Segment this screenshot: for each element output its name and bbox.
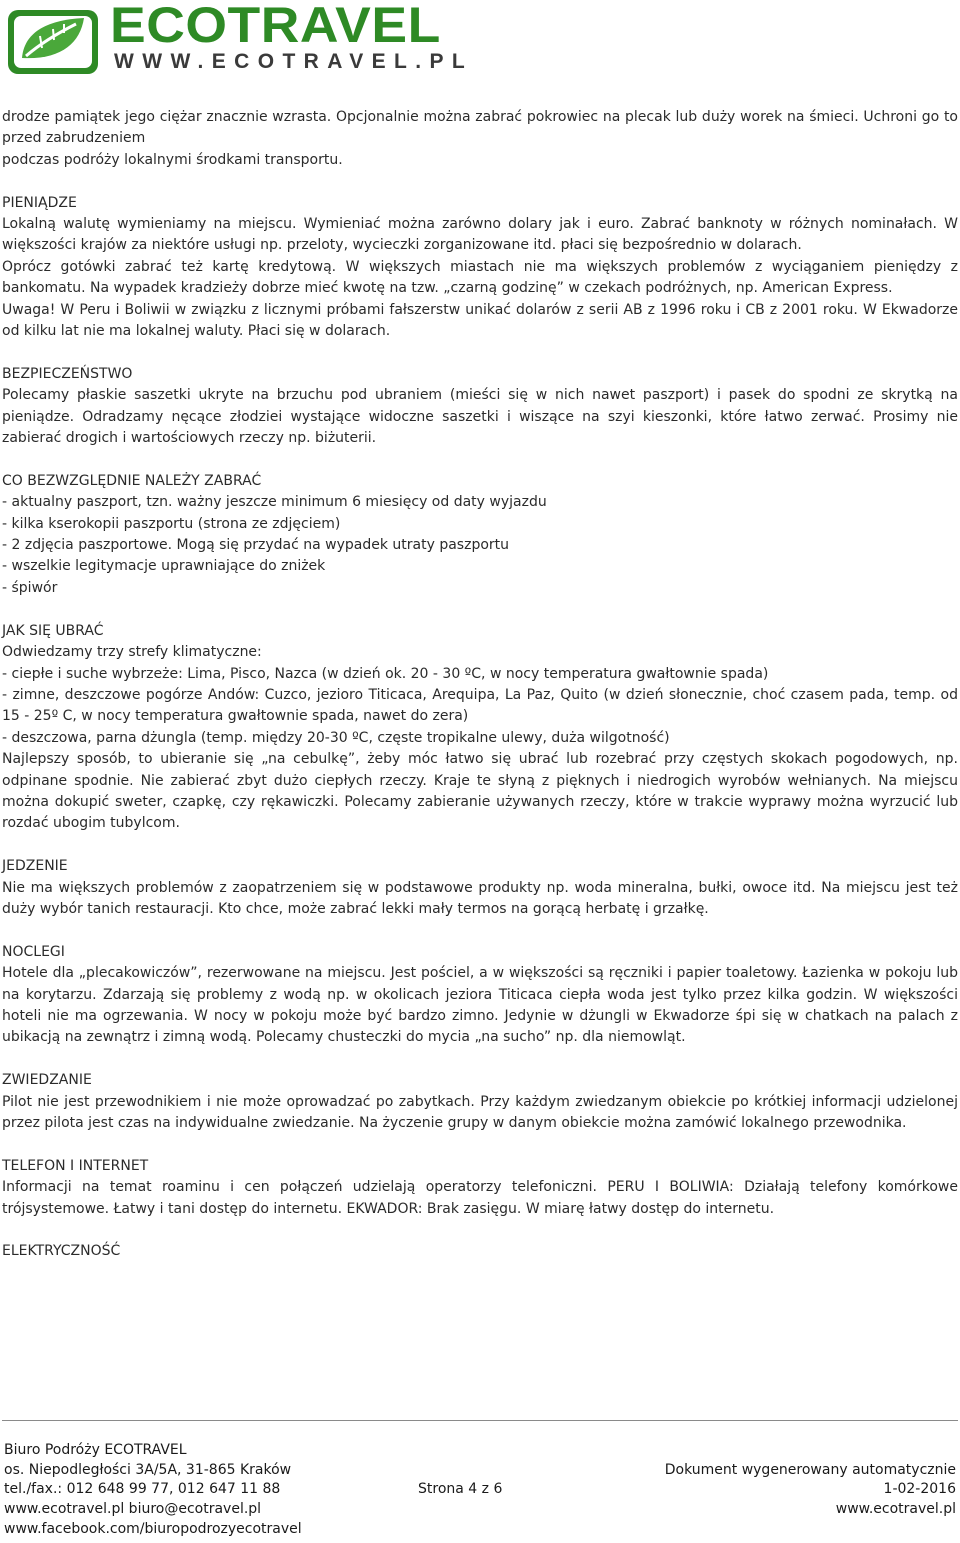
section-heading-phone: TELEFON I INTERNET bbox=[2, 1157, 149, 1174]
footer-web-email: www.ecotravel.pl biuro@ecotravel.pl bbox=[4, 1501, 262, 1518]
footer-facebook: www.facebook.com/biuropodrozyecotravel bbox=[4, 1520, 302, 1537]
list-item: - kilka kserokopii paszportu (strona ze zdjęciem) bbox=[2, 515, 341, 532]
section-heading-lodging: NOCLEGI bbox=[2, 943, 65, 960]
paragraph: Nie ma większych problemów z zaopatrzeniem się w podstawowe produkty np. woda mineralna, bułki, owoce itd. Na miejscu jest też duży wybór tanich restauracji. Kto chce, może zabrać lekki mały termos na gorącą herbatę i grzałkę. bbox=[2, 879, 958, 917]
section-heading-money: PIENIĄDZE bbox=[2, 194, 77, 211]
intro-line: podczas podróży lokalnymi środkami transportu. bbox=[2, 151, 343, 168]
list-item: - zimne, deszczowe pogórze Andów: Cuzco, jezioro Titicaca, Arequipa, La Paz, Quito (w dzień słonecznie, choć czasem pada, temp. od 15 - 25º C, w nocy temperatura gwałtownie spada, nawet do zera) bbox=[2, 686, 958, 725]
section-heading-must-take: CO BEZWZGLĘDNIE NALEŻY ZABRAĆ bbox=[2, 472, 262, 489]
footer-company-name: Biuro Podróży ECOTRAVEL bbox=[4, 1442, 187, 1458]
list-item: - wszelkie legitymacje uprawniające do zniżek bbox=[2, 558, 326, 575]
section-heading-sightseeing: ZWIEDZANIE bbox=[2, 1072, 92, 1089]
footer-phone: tel./fax.: 012 648 99 77, 012 647 11 88 bbox=[4, 1481, 281, 1498]
paragraph: Odwiedzamy trzy strefy klimatyczne: bbox=[2, 644, 262, 661]
ecotravel-logo bbox=[6, 0, 474, 78]
list-item: - śpiwór bbox=[2, 579, 58, 596]
footer-divider bbox=[2, 1420, 958, 1421]
paragraph: Pilot nie jest przewodnikiem i nie może oprowadzać po zabytkach. Przy każdym zwiedzanym obiekcie po krótkiej informacji udzielonej przez pilota jest czas na indywidualne zwiedzanie. Na życzenie grupy w danym obiekcie można zamówić lokalnego przewodnika. bbox=[2, 1093, 958, 1131]
footer-website: www.ecotravel.pl bbox=[835, 1501, 956, 1518]
footer-date: 1-02-2016 bbox=[883, 1481, 956, 1498]
intro-line: drodze pamiątek jego ciężar znacznie wzrasta. Opcjonalnie można zabrać pokrowiec na plecak lub duży worek na śmieci. Uchroni go to przed zabrudzeniem bbox=[2, 109, 958, 147]
document-body bbox=[2, 107, 958, 1263]
section-heading-electricity: ELEKTRYCZNOŚĆ bbox=[2, 1243, 121, 1260]
brand-url: WWW.ECOTRAVEL.PL bbox=[114, 50, 474, 73]
paragraph: Lokalną walutę wymieniamy na miejscu. Wymieniać można zarówno dolary jak i euro. Zabrać banknoty w różnych nominałach. W większości krajów za niektóre usługi np. przeloty, wycieczki zorganizowane itd. płaci się bezpośrednio w dolarach. bbox=[2, 216, 958, 254]
paragraph: Najlepszy sposób, to ubieranie się „na cebulkę”, żeby móc łatwo się ubrać lub rozebrać przy częstych skokach pogodowych, np. odpinane spodnie. Nie zabierać zbyt dużo ciepłych rzeczy. Kraje te słyną z pięknych i niedrogich wyrobów wełnianych. Na miejscu można dokupić sweter, czapkę, czy rękawiczki. Polecamy zabieranie używanych rzeczy, które w trakcie wyprawy można wyrzucić lub rozdać ubogim tubylcom. bbox=[2, 751, 958, 832]
section-heading-clothing: JAK SIĘ UBRAĆ bbox=[2, 622, 104, 639]
list-item: - ciepłe i suche wybrzeże: Lima, Pisco, Nazca (w dzień ok. 20 - 30 ºC, w nocy temperatura gwałtownie spada) bbox=[2, 665, 769, 682]
list-item: - 2 zdjęcia paszportowe. Mogą się przydać na wypadek utraty paszportu bbox=[2, 537, 510, 554]
footer-company-info bbox=[4, 1441, 302, 1540]
section-heading-safety: BEZPIECZEŃSTWO bbox=[2, 365, 133, 382]
list-item: - aktualny paszport, tzn. ważny jeszcze minimum 6 miesięcy od daty wyjazdu bbox=[2, 494, 547, 511]
paragraph: Polecamy płaskie saszetki ukryte na brzuchu pod ubraniem (mieści się w nich nawet paszport) i pasek do spodni ze skrytką na pieniądze. Odradzamy nęcące złodziei wystające widoczne saszetki i wiszące na szyi kieszonki, które łatwo zerwać. Prosimy nie zabierać drogich i wartościowych rzeczy np. biżuterii. bbox=[2, 387, 958, 447]
paragraph: Oprócz gotówki zabrać też kartę kredytową. W większych miastach nie ma większych problemów z wyciąganiem pieniędzy z bankomatu. Na wypadek kradzieży dobrze mieć kwotę na tzw. „czarną godzinę” w czekach podróżnych, np. American Express. bbox=[2, 258, 958, 297]
footer-page-number: Strona 4 z 6 bbox=[418, 1481, 503, 1498]
intro-paragraph bbox=[2, 107, 958, 171]
leaf-e-logo-icon bbox=[6, 4, 102, 76]
footer-address: os. Niepodległości 3A/5A, 31-865 Kraków bbox=[4, 1461, 292, 1478]
paragraph: Uwaga! W Peru i Boliwii w związku z licznymi próbami fałszerstw unikać dolarów z serii AB z 1996 roku i CB z 2001 roku. W Ekwadorze od kilku lat nie ma lokalnej waluty. Płaci się w dolarach. bbox=[2, 301, 958, 340]
section-heading-food: JEDZENIE bbox=[2, 858, 68, 875]
list-item: - deszczowa, parna dżungla (temp. między 20-30 ºC, częste tropikalne ulewy, duża wilgotność) bbox=[2, 729, 670, 746]
paragraph: Hotele dla „plecakowiczów”, rezerwowane na miejscu. Jest pościel, a w większości są ręczniki i papier toaletowy. Łazienka w pokoju lub na korytarzu. Zdarzają się problemy z wodą np. w okolicach jeziora Titicaca ciepła woda jest tylko przez kilka godzin. W większości hoteli nie ma ogrzewania. W nocy w pokoju może być bardzo zimno. Jedynie w dżungli w Ekwadorze śpi się w chatkach na palach z ubikacją na zewnątrz i zimną wodą. Polecamy chusteczki do mycia „na sucho” np. dla niemowląt. bbox=[2, 965, 958, 1046]
footer-generated-note: Dokument wygenerowany automatycznie bbox=[664, 1461, 956, 1478]
footer-generated-info bbox=[665, 1461, 956, 1520]
paragraph: Informacji na temat roaminu i cen połączeń udzielają operatorzy telefoniczni. PERU I BOLIWIA: Działają telefony komórkowe trójsystemowe. Łatwy i tani dostęp do internetu. EKWADOR: Brak zasięgu. W miarę łatwy dostęp do internetu. bbox=[2, 1179, 958, 1217]
brand-name: ECOTRAVEL bbox=[110, 0, 441, 53]
